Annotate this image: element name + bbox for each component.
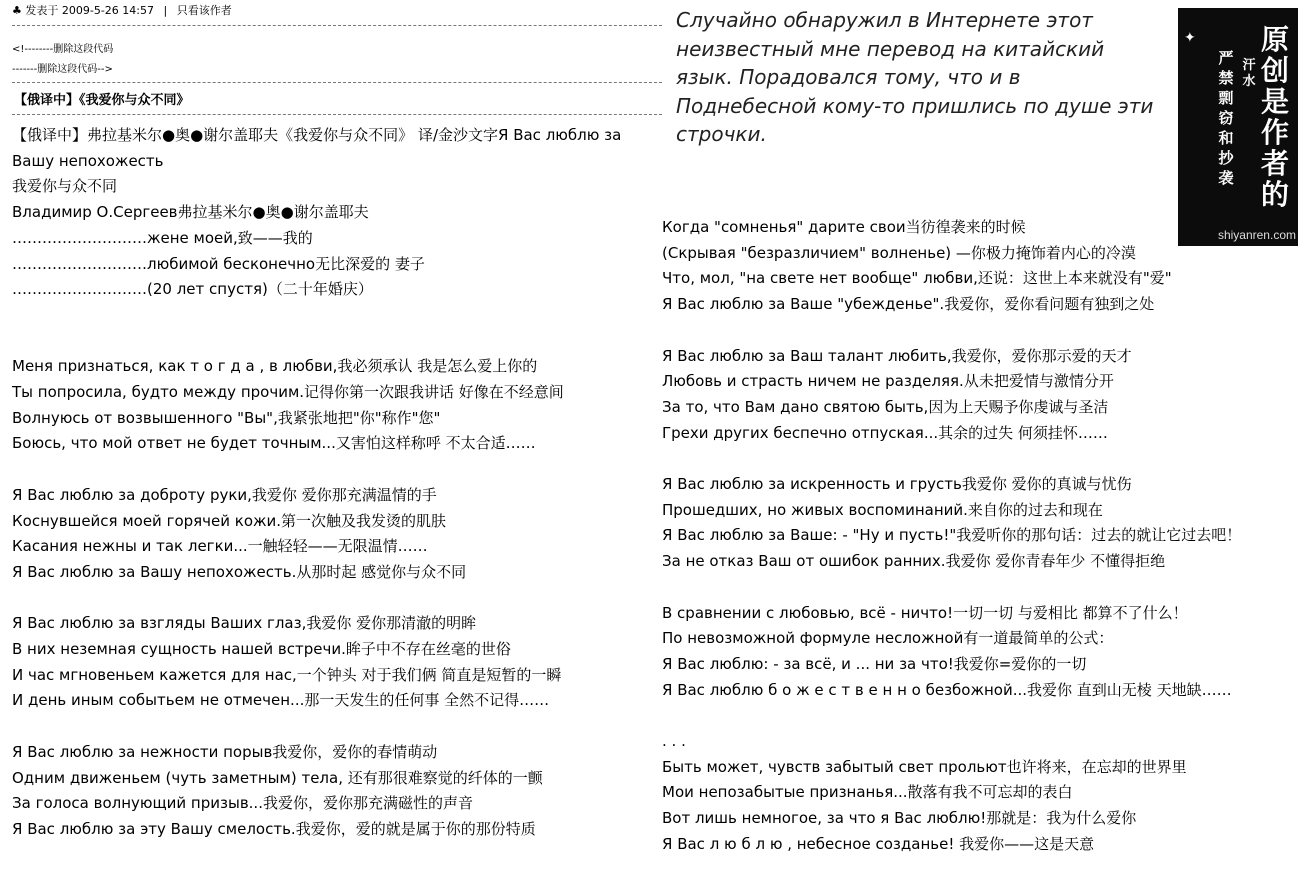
poem-line: Я Вас люблю за Ваше "убежденье".我爱你，爱你看问题有独到之处	[662, 295, 1155, 314]
clover-icon: ♣	[12, 4, 22, 17]
copyright-stamp	[1178, 8, 1298, 246]
poem-line: Боюсь, что мой ответ не будет точным...又害怕这样称呼 不太合适……	[12, 434, 536, 453]
poem-line: Владимир О.Сергеев弗拉基米尔●奥●谢尔盖耶夫	[12, 203, 369, 222]
poem-line: И час мгновеньем кажется для нас,一个钟头 对于我们俩 简直是短暂的一瞬	[12, 665, 562, 684]
stamp-mid-text: 汗水	[1242, 58, 1256, 89]
poem-line: Я Вас люблю за Ваше: - "Ну и пусть!"我爱听你的那句话：过去的就让它过去吧！	[662, 526, 1242, 545]
poem-line: Вот лишь немногое, за что я Вас люблю!那就是：我为什么爱你	[662, 809, 1137, 828]
poem-line: По невозможной формуле несложной有一道最简单的公式：	[662, 629, 1114, 648]
poem-line: (Скрывая "безразличием" волненье) —你极力掩饰着内心的冷漠	[662, 243, 1136, 262]
poem-line: Меня признаться, как т о г д а , в любви,我必须承认 我是怎么爱上你的	[12, 357, 538, 376]
poem-line: Я Вас люблю б о ж е с т в е н н о безбожной...我爱你 直到山无棱 天地缺……	[662, 680, 1232, 699]
poem-line: Волнуюсь от возвышенного "Вы",我紧张地把"你"称作"您"	[12, 408, 441, 427]
poem-line: Быть может, чувств забытый свет прольют也许将来，在忘却的世界里	[662, 757, 1187, 776]
poem-line	[12, 714, 621, 740]
poem-line: За голоса волнующий призыв...我爱你，爱你那充满磁性的声音	[12, 794, 473, 813]
poem-line: ………………………(20 лет спустя)（二十年婚庆）	[12, 280, 373, 299]
poem-left-column	[12, 123, 621, 843]
poem-line: Одним движеньем (чуть заметным) тела, 还有那很难察觉的纤体的一颤	[12, 768, 543, 787]
header-separator: |	[163, 4, 168, 17]
poem-line: Я Вас люблю за искренность и грусть我爱你 爱你的真诚与忧伤	[662, 475, 1132, 494]
poem-line: Ты попросила, будто между прочим.记得你第一次跟我讲话 好像在不经意间	[12, 383, 564, 402]
poem-line: Я Вас люблю за эту Вашу смелость.我爱你，爱的就是属于你的那份特质	[12, 819, 536, 838]
poem-line	[662, 575, 1241, 601]
only-author-link[interactable]: 只看该作者	[176, 4, 232, 17]
poem-line: Любовь и страсть ничем не разделяя.从未把爱情与激情分开	[662, 372, 1114, 391]
poem-line: Я Вас люблю за Вашу непохожесть.从那时起 感觉你与众不同	[12, 562, 467, 581]
divider	[12, 25, 662, 26]
poem-line: Я Вас люблю за взгляды Ваших глаз,我爱你 爱你那清澈的明眸	[12, 614, 477, 633]
poem-line: И день иным событьем не отмечен...那一天发生的任何事 全然不记得……	[12, 691, 550, 710]
poem-line: 【俄译中】弗拉基米尔●奥●谢尔盖耶夫《我爱你与众不同》 译/金沙文字Я Вас люблю за	[12, 126, 622, 144]
divider	[12, 114, 662, 115]
poem-line: ………………………жене моей,致——我的	[12, 228, 313, 247]
poem-line: В них неземная сущность нашей встречи.眸子中不存在丝毫的世俗	[12, 640, 511, 659]
star-icon: ✦	[1184, 30, 1196, 46]
poem-line: В сравнении с любовью, всё - ничто!一切一切 与爱相比 都算不了什么！	[662, 603, 1188, 622]
code-comment-open: <!--------删除这段代码	[12, 44, 114, 55]
stamp-small-text: 严禁剽窃和抄袭	[1218, 49, 1234, 187]
poem-line: Я Вас л ю б л ю , небесное созданье! 我爱你——这是天意	[662, 834, 1095, 853]
poem-line: . . .	[662, 732, 686, 751]
poem-line: Прошедших, но живых воспоминаний.来自你的过去和现在	[662, 500, 1103, 519]
post-title: 【俄译中】《我爱你与众不同》	[14, 93, 190, 108]
translator-note: Случайно обнаружил в Интернете этот неизвестный мне перевод на китайский язык. Порадовался тому, что и в Поднебесной кому-то пришлись по душе эти строчки.	[676, 8, 1154, 146]
poem-line: Касания нежны и так легки...一触轻轻——无限温情……	[12, 537, 428, 556]
poem-line	[662, 318, 1241, 344]
poem-line: За не отказ Ваш от ошибок ранних.我爱你 爱你青春年少 不懂得拒绝	[662, 552, 1166, 571]
poem-right-column	[662, 215, 1241, 858]
poem-line: Мои непозабытые признанья...散落有我不可忘却的表白	[662, 783, 1073, 802]
poem-line	[12, 329, 621, 355]
poem-line: ………………………любимой бесконечно无比深爱的 妻子	[12, 254, 425, 273]
stamp-site: shiyanren.com	[1217, 228, 1296, 242]
poem-line: 我爱你与众不同	[12, 177, 118, 196]
stamp-big-text: 原创是作者的	[1260, 23, 1289, 211]
poem-line: Что, мол, "на свете нет вообще" любви,还说：这世上本来就没有"爱"	[662, 269, 1172, 288]
poem-line: Вашу непохожесть	[12, 151, 164, 170]
post-header	[12, 3, 232, 19]
poem-line	[662, 446, 1241, 472]
poem-line: Когда "сомненья" дарите свои当彷徨袭来的时候	[662, 218, 1026, 236]
divider	[12, 82, 662, 83]
code-comment-close: -------删除这段代码-->	[12, 64, 113, 75]
poem-line: Грехи других беспечно отпуская...其余的过失 何须挂怀……	[662, 423, 1108, 442]
poem-line	[12, 586, 621, 612]
poem-line: Я Вас люблю: - за всё, и ... ни за что!我爱你=爱你的一切	[662, 654, 1087, 673]
poem-line	[12, 303, 621, 329]
poem-line	[12, 457, 621, 483]
poem-line: За то, что Вам дано святою быть,因为上天赐予你虔诚与圣洁	[662, 397, 1109, 416]
poem-line	[662, 703, 1241, 729]
poem-line: Я Вас люблю за нежности порыв我爱你，爱你的春情萌动	[12, 742, 438, 761]
post-date: 发表于 2009-5-26 14:57	[25, 4, 154, 17]
poem-line: Я Вас люблю за Ваш талант любить,我爱你，爱你那示爱的天才	[662, 346, 1132, 365]
poem-line: Коснувшейся моей горячей кожи.第一次触及我发烫的肌肤	[12, 511, 447, 530]
poem-line: Я Вас люблю за доброту руки,我爱你 爱你那充满温情的手	[12, 485, 437, 504]
